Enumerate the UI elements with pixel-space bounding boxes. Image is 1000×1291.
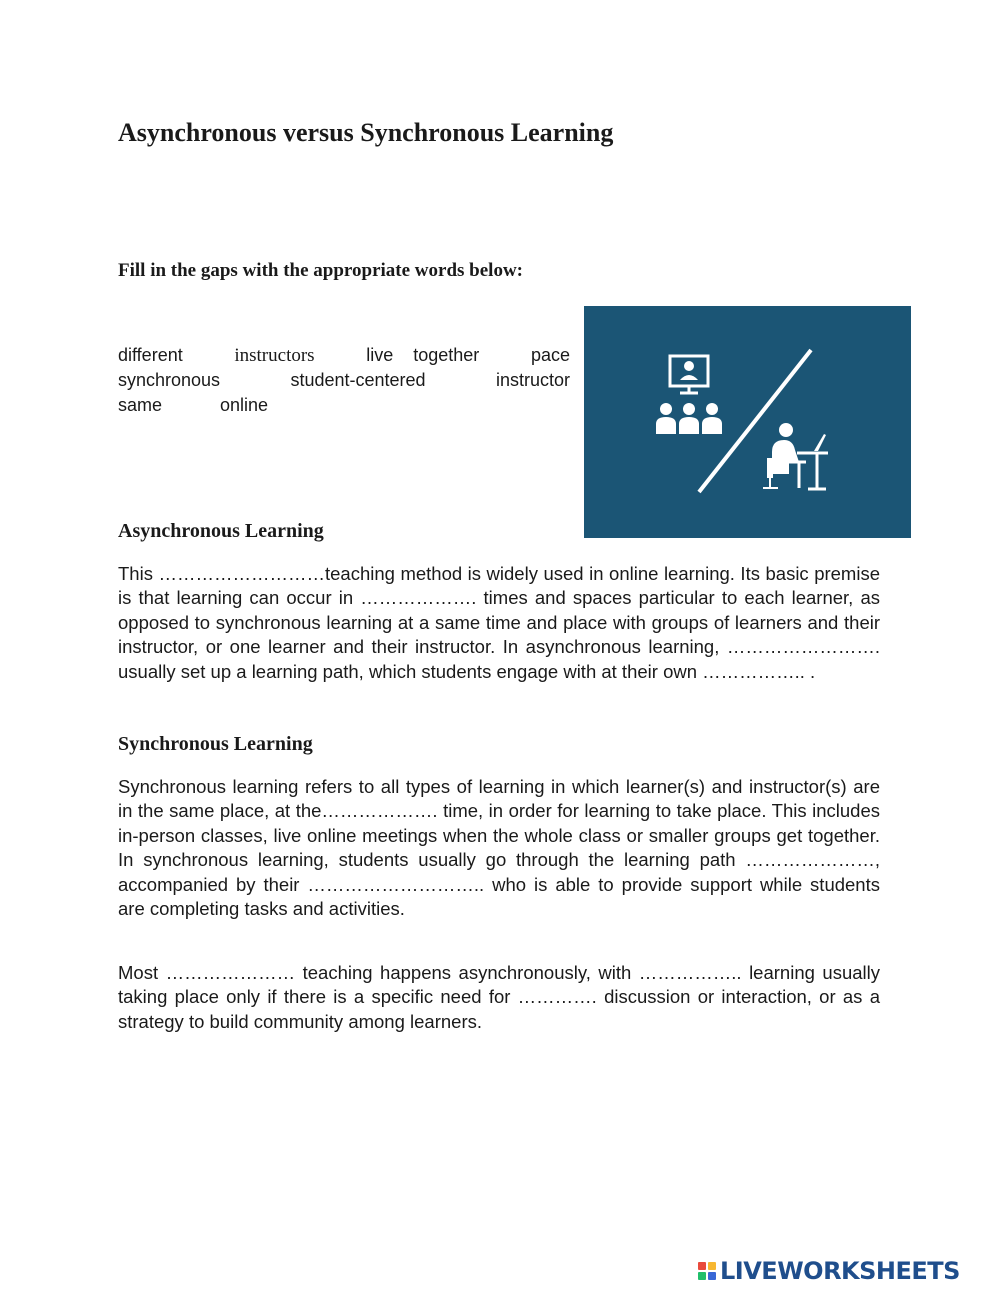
word-bank-item: online xyxy=(220,395,269,415)
word-bank-item: synchronous xyxy=(118,370,221,390)
classroom-presenter-icon xyxy=(670,356,708,393)
logo-text: LIVEWORKSHEETS xyxy=(720,1257,960,1285)
word-bank-line-1 xyxy=(118,343,570,368)
sync-paragraph-2: Most ………………… teaching happens asynchronously, with …………….. learning usually taking place only if there is a specific need for …………. discussion or interaction, or as a strategy to build community among learners. xyxy=(118,962,880,1032)
word-bank-item: student-centered xyxy=(290,370,426,390)
logo-mark-icon xyxy=(698,1262,716,1280)
liveworksheets-logo xyxy=(698,1256,960,1286)
word-bank-item: different xyxy=(118,345,183,365)
learner-group-icon xyxy=(656,403,722,434)
sync-paragraph-1: Synchronous learning refers to all types of learning in which learner(s) and instructor(s) are in the same place, at the………………. time, in order for learning to take place. This includes in-person classes, live online meetings when the whole class or smaller groups get together. In synchronous learning, students usually go through the learning path …………………, accompanied by their ……………………….. who is able to provide support while students are completing tasks and activities. xyxy=(118,776,880,920)
word-bank-item: instructor xyxy=(495,370,570,390)
async-heading: Asynchronous Learning xyxy=(118,520,324,542)
async-paragraph: This ………………………teaching method is widely used in online learning. Its basic premise is that learning can occur in ………………. times and spaces particular to each learner, as opposed to synchronous learning at a same time and place with groups of learners and their instructor, or one learner and their instructor. In asynchronous learning, ……………………. usually set up a learning path, which students engage with at their own …………….. . xyxy=(118,563,880,682)
desk-laptop-learner-icon xyxy=(763,423,828,489)
word-bank xyxy=(118,343,570,418)
page-title: Asynchronous versus Synchronous Learning xyxy=(118,118,614,147)
word-bank-item: live xyxy=(366,345,394,365)
word-bank-line-3 xyxy=(118,393,570,418)
word-bank-item: instructors xyxy=(234,345,315,366)
learning-modes-illustration xyxy=(584,306,911,538)
word-bank-item: together xyxy=(413,345,480,365)
word-bank-line-2 xyxy=(118,368,570,393)
instruction-text: Fill in the gaps with the appropriate words below: xyxy=(118,260,524,281)
word-bank-item: same xyxy=(118,395,163,415)
word-bank-item: pace xyxy=(530,345,570,365)
sync-heading: Synchronous Learning xyxy=(118,733,313,755)
